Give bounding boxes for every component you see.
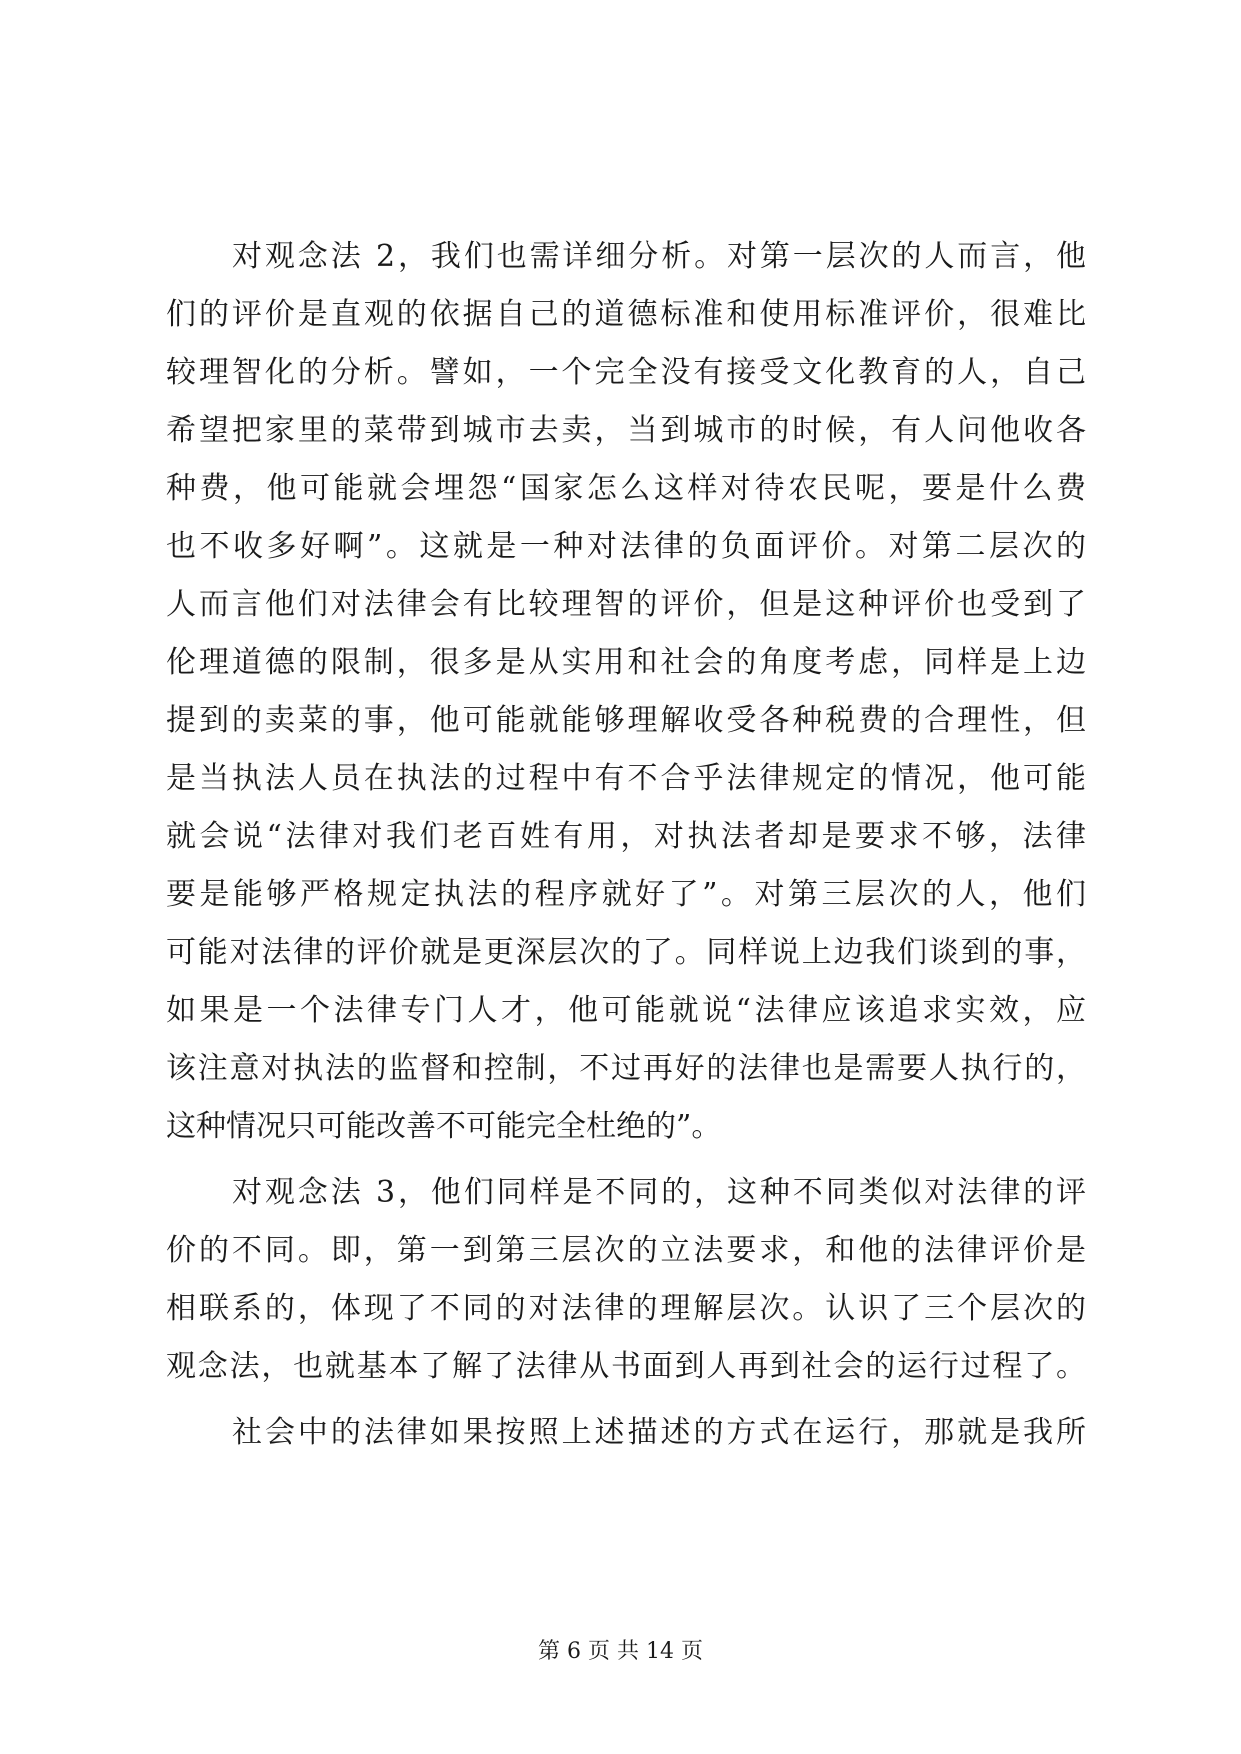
paragraph-line: 如果是一个法律专门人才，他可能就说“法律应该追求实效，应: [166, 993, 1086, 1028]
paragraph-line: 人而言他们对法律会有比较理智的评价，但是这种评价也受到了: [166, 587, 1086, 622]
paragraph-line: 对观念法 2，我们也需详细分析。对第一层次的人而言，他: [232, 239, 1086, 274]
paragraph-line: 希望把家里的菜带到城市去卖，当到城市的时候，有人问他收各: [166, 413, 1086, 448]
paragraph-line: 这种情况只可能改善不可能完全杜绝的”。: [166, 1109, 722, 1144]
paragraph-line: 社会中的法律如果按照上述描述的方式在运行，那就是我所: [232, 1415, 1086, 1450]
paragraph-line: 观念法，也就基本了解了法律从书面到人再到社会的运行过程了。: [166, 1349, 1086, 1384]
paragraph-line: 价的不同。即，第一到第三层次的立法要求，和他的法律评价是: [166, 1233, 1086, 1268]
paragraph-line: 较理智化的分析。譬如，一个完全没有接受文化教育的人，自己: [166, 355, 1086, 390]
page-number-footer: 第 6 页 共 14 页: [538, 1639, 703, 1664]
paragraph-line: 提到的卖菜的事，他可能就能够理解收受各种税费的合理性，但: [166, 703, 1086, 738]
paragraph-line: 也不收多好啊”。这就是一种对法律的负面评价。对第二层次的: [166, 529, 1086, 564]
paragraph-line: 是当执法人员在执法的过程中有不合乎法律规定的情况，他可能: [166, 761, 1086, 796]
paragraph-line: 种费，他可能就会埋怨“国家怎么这样对待农民呢，要是什么费: [166, 471, 1086, 506]
paragraph-line: 伦理道德的限制，很多是从实用和社会的角度考虑，同样是上边: [166, 645, 1086, 680]
paragraph-line: 们的评价是直观的依据自己的道德标准和使用标准评价，很难比: [166, 297, 1086, 332]
paragraph-line: 该注意对执法的监督和控制，不过再好的法律也是需要人执行的，: [166, 1051, 1086, 1086]
paragraph-line: 可能对法律的评价就是更深层次的了。同样说上边我们谈到的事，: [166, 935, 1086, 970]
paragraph-line: 要是能够严格规定执法的程序就好了”。对第三层次的人，他们: [166, 877, 1086, 912]
body-text: [166, 228, 1086, 1462]
paragraph-line: 对观念法 3，他们同样是不同的，这种不同类似对法律的评: [232, 1175, 1086, 1210]
paragraph-line: 就会说“法律对我们老百姓有用，对执法者却是要求不够，法律: [166, 819, 1086, 854]
paragraph-line: 相联系的，体现了不同的对法律的理解层次。认识了三个层次的: [166, 1291, 1086, 1326]
